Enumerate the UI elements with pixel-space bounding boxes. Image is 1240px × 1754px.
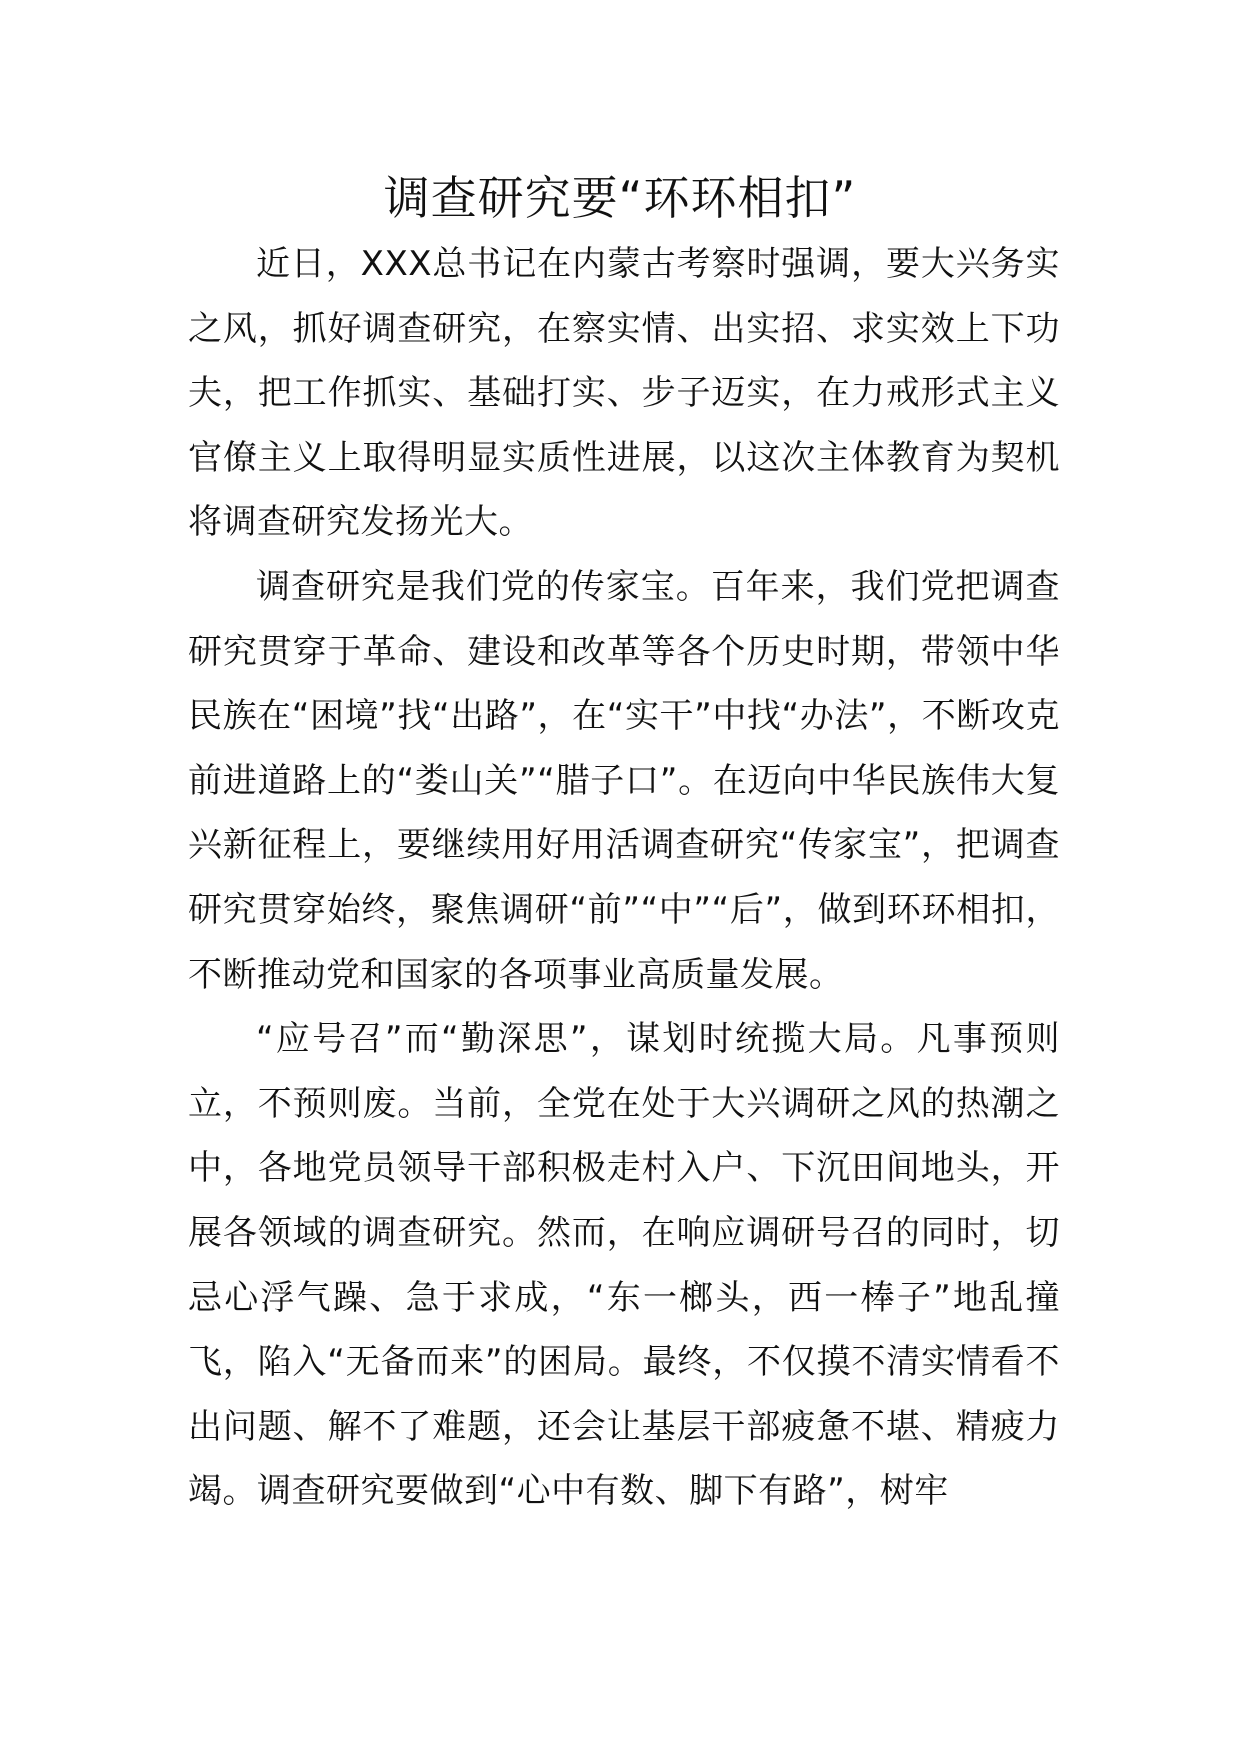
paragraph-3: “应号召”而“勤深思”，谋划时统揽大局。凡事预则立，不预则废。当前，全党在处于大兴调研之风的热潮之中，各地党员领导干部积极走村入户、下沉田间地头，开展各领域的调查研究。然而，在响应调研号召的同时，切忌心浮气躁、急于求成，“东一榔头，西一棒子”地乱撞飞，陷入“无备而来”的困局。最终，不仅摸不清实情看不出问题、解不了难题，还会让基层干部疲惫不堪、精疲力竭。调查研究要做到“心中有数、脚下有路”，树牢	[188, 1019, 1060, 1512]
paragraph-2: 调查研究是我们党的传家宝。百年来，我们党把调查研究贯穿于革命、建设和改革等各个历史时期，带领中华民族在“困境”找“出路”，在“实干”中找“办法”，不断攻克前进道路上的“娄山关”“腊子口”。在迈向中华民族伟大复兴新征程上，要继续用好用活调查研究“传家宝”，把调查研究贯穿始终，聚焦调研“前”“中”“后”，做到环环相扣，不断推动党和国家的各项事业高质量发展。	[188, 566, 1060, 995]
paragraph-1: 近日，XXX总书记在内蒙古考察时强调，要大兴务实之风，抓好调查研究，在察实情、出实招、求实效上下功夫，把工作抓实、基础打实、步子迈实，在力戒形式主义官僚主义上取得明显实质性进展，以这次主体教育为契机将调查研究发扬光大。	[188, 244, 1060, 543]
document-body	[188, 232, 1060, 1524]
document-title: 调查研究要“环环相扣”	[383, 171, 857, 225]
